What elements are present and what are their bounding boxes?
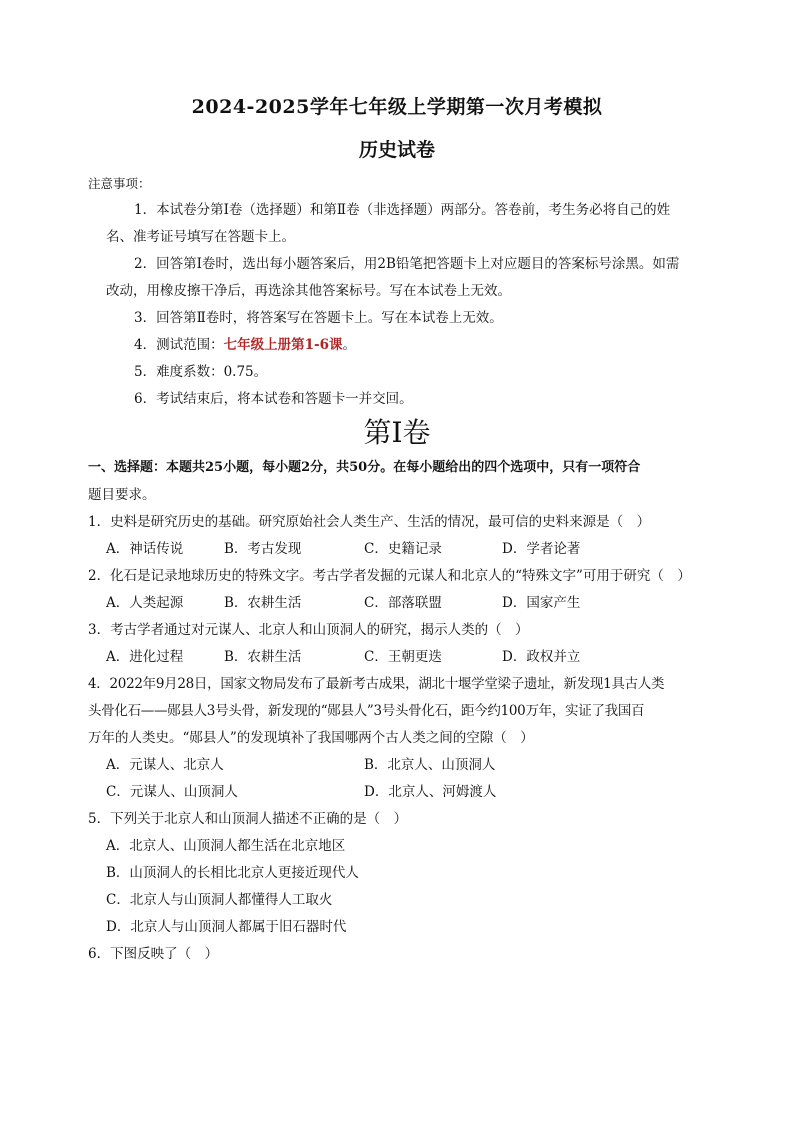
question-4-stem-line-1: 4．2022年9月28日，国家文物局发布了最新考古成果，湖北十堰学堂梁子遗址，新发现1具古人类	[88, 676, 665, 692]
question-4-stem-line-3: 万年的人类史。“郧县人”的发现填补了我国哪两个古人类之间的空隙（ ）	[88, 730, 534, 746]
question-4-option-b: B．北京人、山顶洞人	[364, 757, 496, 773]
note-item-4-suffix: 。	[342, 337, 356, 353]
section-instruction-line-1: 一、选择题：本题共25小题，每小题2分，共50分。在每小题给出的四个选项中，只有一项符合	[88, 460, 641, 475]
question-4-option-d: D．北京人、河姆渡人	[364, 784, 497, 800]
note-item-6: 6．考试结束后，将本试卷和答题卡一并交回。	[134, 391, 413, 407]
question-5-option-b: B．山顶洞人的长相比北京人更接近现代人	[106, 865, 359, 881]
question-3-stem: 3．考古学者通过对元谋人、北京人和山顶洞人的研究，揭示人类的（ ）	[88, 622, 529, 638]
question-1-option-c: C．史籍记录	[364, 541, 442, 557]
question-1-option-a: A．神话传说	[106, 541, 184, 557]
note-item-1-line-2: 名、准考证号填写在答题卡上。	[106, 229, 295, 245]
question-3-option-c: C．王朝更迭	[364, 649, 442, 665]
question-2-option-d: D．国家产生	[502, 595, 581, 611]
question-2-stem: 2．化石是记录地球历史的特殊文字。考古学者发掘的元谋人和北京人的“特殊文字”可用于研究（ ）	[88, 568, 691, 584]
question-3-option-b: B．农耕生活	[224, 649, 302, 665]
question-2-option-b: B．农耕生活	[224, 595, 302, 611]
exam-subtitle: 历史试卷	[358, 139, 435, 161]
question-5-option-c: C．北京人与山顶洞人都懂得人工取火	[106, 892, 333, 908]
notes-label: 注意事项：	[88, 176, 151, 191]
question-3-option-d: D．政权并立	[502, 649, 581, 665]
exam-title: 2024-2025学年七年级上学期第一次月考模拟	[191, 96, 603, 118]
question-5-stem: 5．下列关于北京人和山顶洞人描述不正确的是（ ）	[88, 811, 408, 827]
note-item-5: 5．难度系数：0.75。	[134, 364, 268, 380]
section-title: 第Ⅰ卷	[363, 416, 431, 449]
note-item-4	[134, 335, 356, 355]
note-item-1-line-1: 1．本试卷分第Ⅰ卷（选择题）和第Ⅱ卷（非选择题）两部分。答卷前，考生务必将自己的姓	[134, 202, 671, 218]
question-2-option-c: C．部落联盟	[364, 595, 442, 611]
question-1-stem: 1．史料是研究历史的基础。研究原始社会人类生产、生活的情况，最可信的史料来源是（ ）	[88, 514, 651, 530]
question-4-option-c: C．元谋人、山顶洞人	[106, 784, 238, 800]
question-1-option-d: D．学者论著	[502, 541, 581, 557]
question-4-option-a: A．元谋人、北京人	[106, 757, 224, 773]
note-item-2-line-2: 改动，用橡皮擦干净后，再选涂其他答案标号。写在本试卷上无效。	[106, 283, 511, 299]
question-2-option-a: A．人类起源	[106, 595, 184, 611]
note-item-4-prefix: 4．测试范围：	[134, 337, 224, 353]
test-range: 七年级上册第1-6课	[223, 337, 343, 353]
note-item-3: 3．回答第Ⅱ卷时，将答案写在答题卡上。写在本试卷上无效。	[134, 310, 503, 326]
section-instruction-line-2: 题目要求。	[88, 487, 156, 503]
question-5-option-a: A．北京人、山顶洞人都生活在北京地区	[106, 838, 346, 854]
question-4-stem-line-2: 头骨化石——郧县人3号头骨，新发现的“郧县人”3号头骨化石，距今约100万年，实证了我国百	[88, 703, 645, 719]
question-1-option-b: B．考古发现	[224, 541, 302, 557]
question-5-option-d: D．北京人与山顶洞人都属于旧石器时代	[106, 919, 347, 935]
question-3-option-a: A．进化过程	[106, 649, 184, 665]
question-6-stem: 6．下图反映了（ ）	[88, 946, 219, 962]
note-item-2-line-1: 2．回答第Ⅰ卷时，选出每小题答案后，用2B铅笔把答题卡上对应题目的答案标号涂黑。如需	[134, 256, 680, 272]
